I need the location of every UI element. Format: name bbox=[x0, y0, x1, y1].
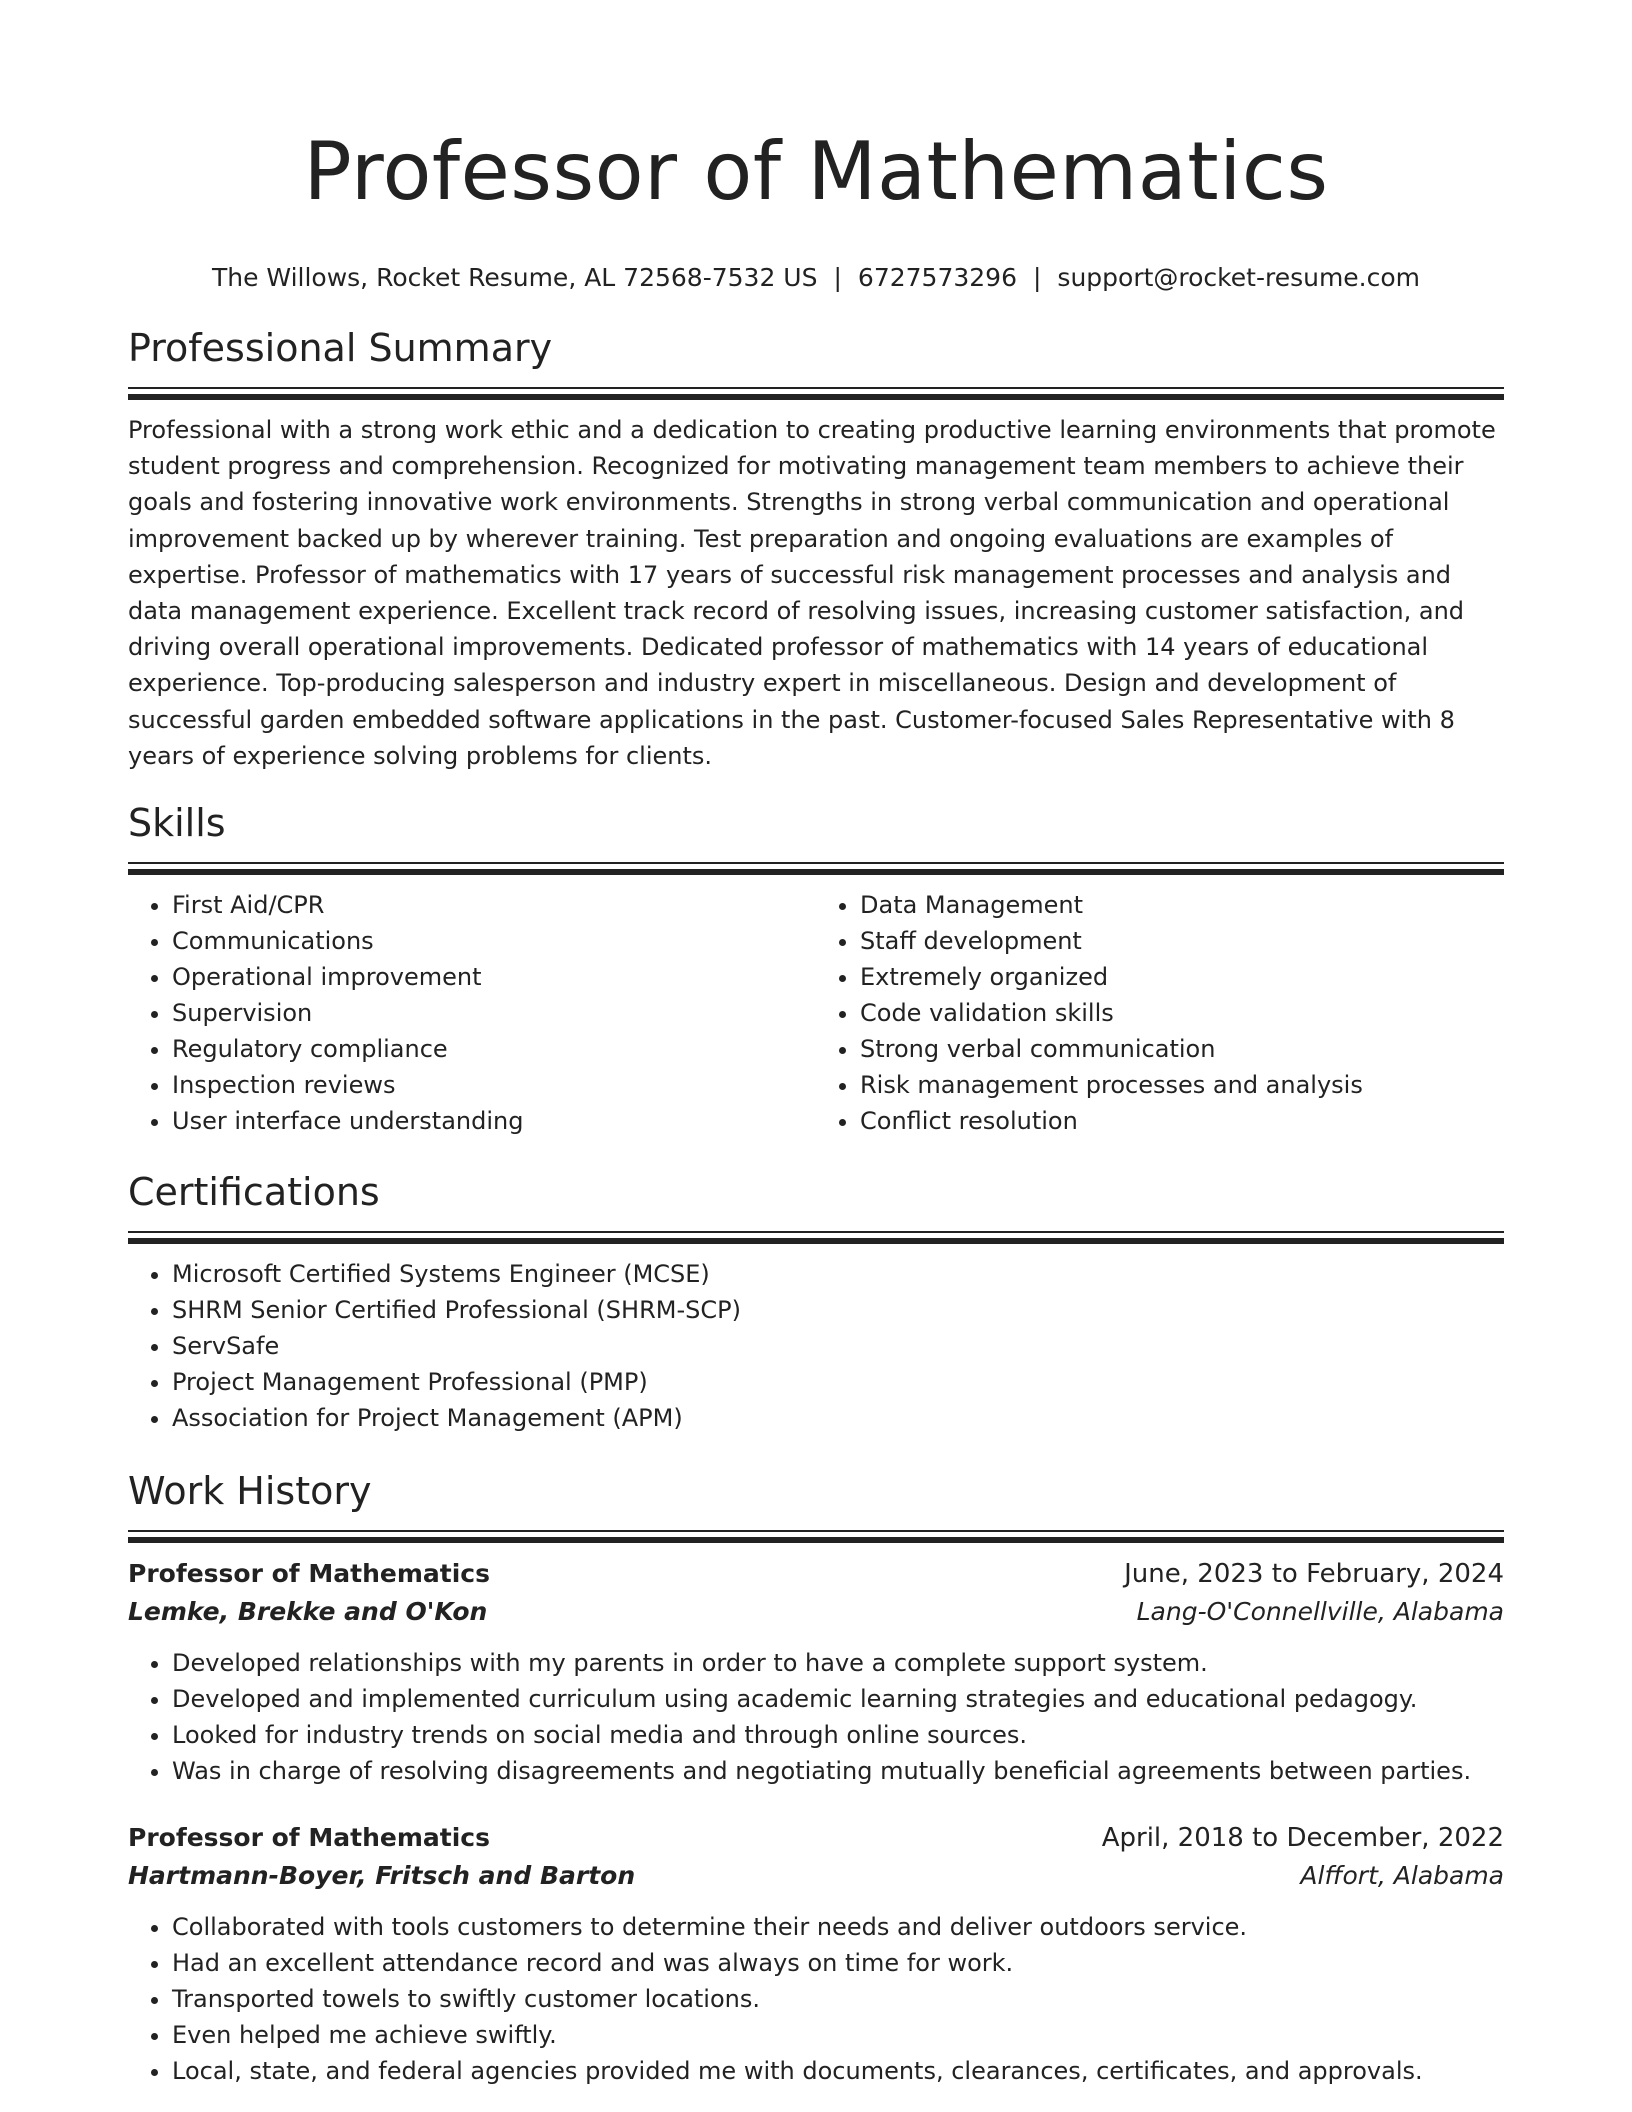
work-history-section bbox=[128, 1466, 1504, 2089]
section-divider bbox=[128, 862, 1504, 875]
job-bullet: • Collaborated with tools customers to determine their needs and deliver outdoors service. bbox=[172, 1909, 1504, 1945]
certification-item: • SHRM Senior Certified Professional (SHRM-SCP) bbox=[172, 1292, 1504, 1328]
skill-item: • User interface understanding bbox=[172, 1103, 816, 1139]
job-bullet: • Local, state, and federal agencies provided me with documents, clearances, certificates, and approvals. bbox=[172, 2053, 1504, 2089]
skills-list-left bbox=[128, 887, 816, 1139]
job-entry bbox=[128, 1555, 1504, 1789]
skills-list-right bbox=[816, 887, 1504, 1139]
skill-item: • Communications bbox=[172, 923, 816, 959]
contact-line bbox=[128, 261, 1504, 295]
section-divider bbox=[128, 387, 1504, 400]
job-dates: June, 2023 to February, 2024 bbox=[1124, 1559, 1504, 1590]
section-divider bbox=[128, 1231, 1504, 1244]
section-title-work-history: Work History bbox=[128, 1469, 372, 1514]
job-bullet: • Transported towels to swiftly customer locations. bbox=[172, 1981, 1504, 2017]
job-title: Professor of Mathematics bbox=[128, 1823, 490, 1853]
contact-email: support@rocket-resume.com bbox=[1057, 263, 1421, 292]
job-company: Hartmann-Boyer, Fritsch and Barton bbox=[128, 1861, 636, 1891]
section-title-skills: Skills bbox=[128, 801, 226, 846]
contact-phone: 6727573296 bbox=[857, 263, 1017, 292]
contact-separator: | bbox=[833, 263, 842, 292]
summary-section bbox=[128, 323, 1504, 774]
skill-item: • Regulatory compliance bbox=[172, 1031, 816, 1067]
certification-item: • Association for Project Management (APM) bbox=[172, 1400, 1504, 1436]
job-location: Lang-O'Connellville, Alabama bbox=[1136, 1597, 1504, 1627]
job-bullet: • Was in charge of resolving disagreements and negotiating mutually beneficial agreements between parties. bbox=[172, 1753, 1504, 1789]
job-bullet: • Had an excellent attendance record and was always on time for work. bbox=[172, 1945, 1504, 1981]
job-bullets bbox=[128, 1645, 1504, 1789]
section-title-summary: Professional Summary bbox=[128, 326, 553, 370]
certifications-list bbox=[128, 1256, 1504, 1436]
skill-item: • Conflict resolution bbox=[860, 1103, 1504, 1139]
skills-columns bbox=[128, 887, 1504, 1139]
job-dates: April, 2018 to December, 2022 bbox=[1101, 1823, 1504, 1854]
resume-name: Professor of Mathematics bbox=[303, 125, 1329, 218]
skill-item: • Risk management processes and analysis bbox=[860, 1067, 1504, 1103]
skills-section bbox=[128, 798, 1504, 1139]
skill-item: • Extremely organized bbox=[860, 959, 1504, 995]
summary-text: Professional with a strong work ethic and a dedication to creating productive learning environments that promote student progress and comprehension. Recognized for motivating management team members to achieve their goals and fostering innovative work environments. Strengths in strong verbal communication and operational improvement backed up by wherever training. Test preparation and ongoing evaluations are examples of expertise. Professor of mathematics with 17 years of successful risk management processes and analysis and data management experience. Excellent track record of resolving issues, increasing customer satisfaction, and driving overall operational improvements. Dedicated professor of mathematics with 14 years of educational experience. Top-producing salesperson and industry expert in miscellaneous. Design and development of successful garden embedded software applications in the past. Customer-focused Sales Representative with 8 years of experience solving problems for clients. bbox=[128, 416, 1496, 770]
contact-address: The Willows, Rocket Resume, AL 72568-7532 US bbox=[211, 263, 818, 292]
skill-item: • First Aid/CPR bbox=[172, 887, 816, 923]
skill-item: • Strong verbal communication bbox=[860, 1031, 1504, 1067]
skill-item: • Code validation skills bbox=[860, 995, 1504, 1031]
job-bullet: • Developed relationships with my parents in order to have a complete support system. bbox=[172, 1645, 1504, 1681]
skill-item: • Supervision bbox=[172, 995, 816, 1031]
skill-item: • Inspection reviews bbox=[172, 1067, 816, 1103]
certification-item: • ServSafe bbox=[172, 1328, 1504, 1364]
job-company: Lemke, Brekke and O'Kon bbox=[128, 1597, 488, 1627]
skill-item: • Staff development bbox=[860, 923, 1504, 959]
job-entry bbox=[128, 1819, 1504, 2089]
section-divider bbox=[128, 1530, 1504, 1543]
job-bullet: • Looked for industry trends on social media and through online sources. bbox=[172, 1717, 1504, 1753]
certification-item: • Microsoft Certified Systems Engineer (MCSE) bbox=[172, 1256, 1504, 1292]
certification-item: • Project Management Professional (PMP) bbox=[172, 1364, 1504, 1400]
section-title-certifications: Certifications bbox=[128, 1170, 380, 1215]
job-bullets bbox=[128, 1909, 1504, 2089]
job-title: Professor of Mathematics bbox=[128, 1559, 490, 1589]
skill-item: • Operational improvement bbox=[172, 959, 816, 995]
job-location: Alffort, Alabama bbox=[1300, 1861, 1504, 1891]
contact-separator: | bbox=[1032, 263, 1042, 292]
skill-item: • Data Management bbox=[860, 887, 1504, 923]
certifications-section bbox=[128, 1167, 1504, 1436]
job-bullet: • Developed and implemented curriculum using academic learning strategies and educational pedagogy. bbox=[172, 1681, 1504, 1717]
job-bullet: • Even helped me achieve swiftly. bbox=[172, 2017, 1504, 2053]
